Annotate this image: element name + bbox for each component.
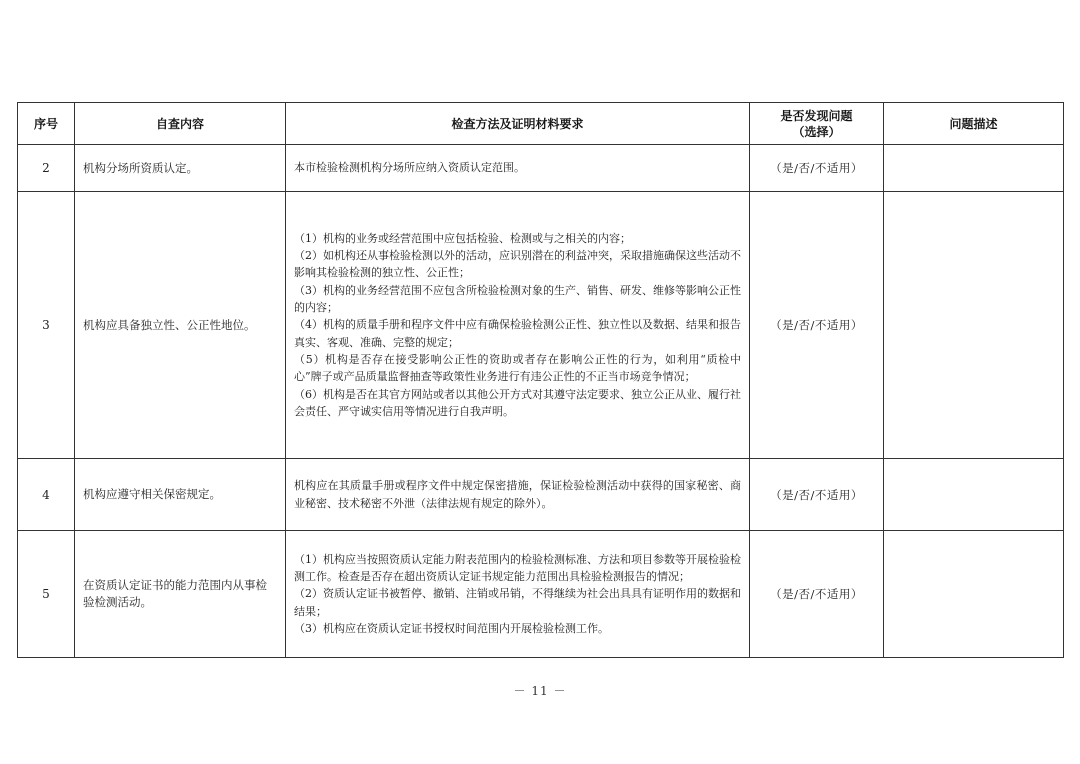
method-line: （3）机构的业务经营范围不应包含所检验检测对象的生产、销售、研发、维修等影响公正性的内容； bbox=[294, 283, 741, 315]
method-line: （2）资质认定证书被暂停、撤销、注销或吊销，不得继续为社会出具具有证明作用的数据和结果； bbox=[294, 587, 741, 618]
header-item: 自查内容 bbox=[75, 103, 286, 145]
method-line: （5）机构是否存在接受影响公正性的资助或者存在影响公正性的行为，如利用“质检中心”牌子或产品质量监督抽查等政策性业务进行有违公正性的不正当市场竞争情况； bbox=[294, 352, 741, 384]
table-header-row bbox=[18, 103, 1064, 145]
row-method bbox=[286, 192, 750, 459]
table-row bbox=[18, 459, 1064, 531]
table-row bbox=[18, 145, 1064, 192]
row-item: 在资质认定证书的能力范围内从事检验检测活动。 bbox=[75, 531, 286, 658]
row-found-choice[interactable]: （是/否/不适用） bbox=[750, 459, 884, 531]
self-check-table bbox=[17, 102, 1064, 658]
header-found bbox=[750, 103, 884, 145]
row-item: 机构应遵守相关保密规定。 bbox=[75, 459, 286, 531]
row-found-choice[interactable]: （是/否/不适用） bbox=[750, 192, 884, 459]
row-seq: 3 bbox=[18, 192, 75, 459]
row-description-cell[interactable] bbox=[884, 192, 1064, 459]
method-line: （3）机构应在资质认定证书授权时间范围内开展检验检测工作。 bbox=[294, 621, 609, 635]
row-item: 机构应具备独立性、公正性地位。 bbox=[75, 192, 286, 459]
row-description-cell[interactable] bbox=[884, 145, 1064, 192]
row-description-cell[interactable] bbox=[884, 459, 1064, 531]
row-found-choice[interactable]: （是/否/不适用） bbox=[750, 531, 884, 658]
row-description-cell[interactable] bbox=[884, 531, 1064, 658]
row-method bbox=[286, 145, 750, 192]
table-row bbox=[18, 531, 1064, 658]
row-seq: 4 bbox=[18, 459, 75, 531]
row-method bbox=[286, 531, 750, 658]
method-line: 本市检验检测机构分场所应纳入资质认定范围。 bbox=[294, 161, 525, 175]
method-line: （6）机构是否在其官方网站或者以其他公开方式对其遵守法定要求、独立公正从业、履行社会责任、严守诚实信用等情况进行自我声明。 bbox=[294, 387, 741, 418]
method-line: （4）机构的质量手册和程序文件中应有确保检验检测公正性、独立性以及数据、结果和报告真实、客观、准确、完整的规定； bbox=[294, 318, 741, 349]
page-number: － 11 － bbox=[513, 684, 567, 698]
header-method: 检查方法及证明材料要求 bbox=[286, 103, 750, 145]
method-line: （1）机构应当按照资质认定能力附表范围内的检验检测标准、方法和项目参数等开展检验检测工作。检查是否存在超出资质认定证书规定能力范围出具检验检测报告的情况； bbox=[294, 552, 741, 584]
row-seq: 2 bbox=[18, 145, 75, 192]
method-line: （1）机构的业务或经营范围中应包括检验、检测或与之相关的内容； bbox=[294, 231, 631, 245]
row-seq: 5 bbox=[18, 531, 75, 658]
row-method bbox=[286, 459, 750, 531]
method-line: （2）如机构还从事检验检测以外的活动，应识别潜在的利益冲突，采取措施确保这些活动不影响其检验检测的独立性、公正性； bbox=[294, 249, 741, 280]
header-desc: 问题描述 bbox=[884, 103, 1064, 145]
method-line: 机构应在其质量手册或程序文件中规定保密措施，保证检验检测活动中获得的国家秘密、商业秘密、技术秘密不外泄（法律法规有规定的除外）。 bbox=[294, 479, 741, 510]
header-found-line2: （选择） bbox=[792, 124, 841, 139]
row-found-choice[interactable]: （是/否/不适用） bbox=[750, 145, 884, 192]
header-found-line1: 是否发现问题 bbox=[780, 108, 853, 123]
row-item: 机构分场所资质认定。 bbox=[75, 145, 286, 192]
table-row bbox=[18, 192, 1064, 459]
header-seq: 序号 bbox=[18, 103, 75, 145]
